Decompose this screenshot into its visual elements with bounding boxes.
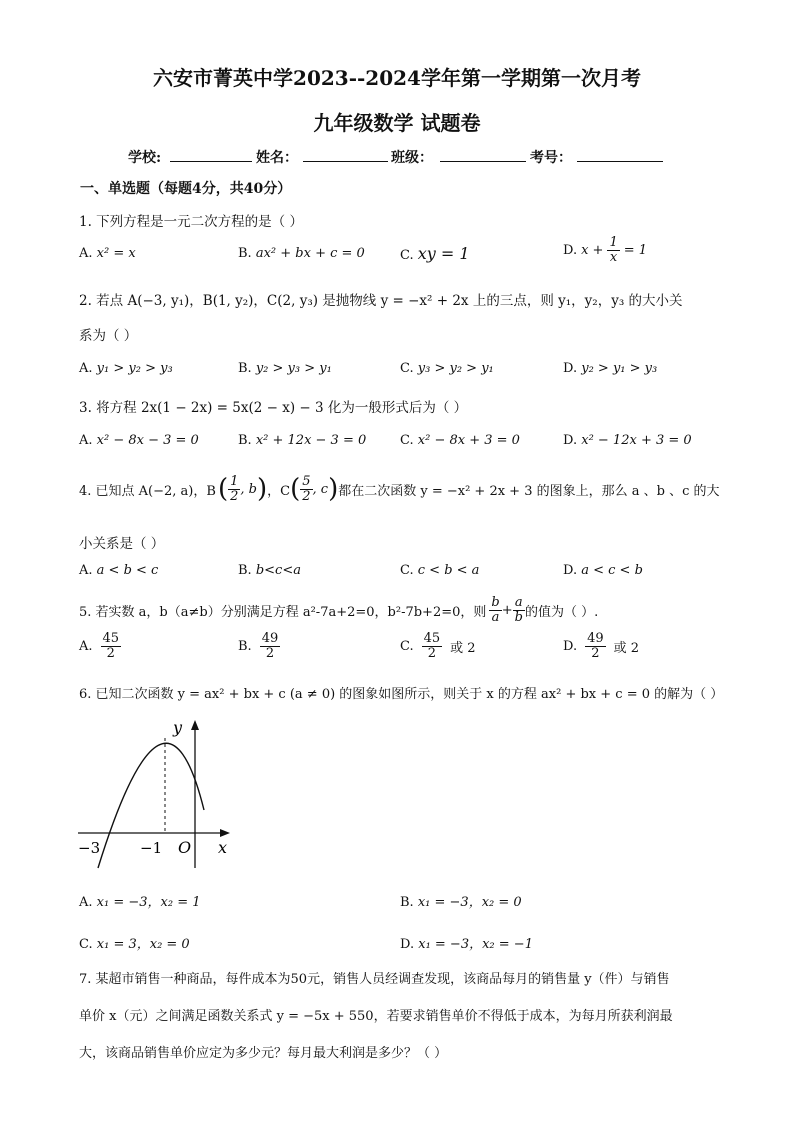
school-label: 学校: xyxy=(128,150,162,166)
exam-subtitle: 九年级数学 试题卷 xyxy=(313,111,481,135)
q3-stem: 3. 将方程 2x(1 − 2x) = 5x(2 − x) − 3 化为一般形式后为（ ） xyxy=(79,400,468,416)
tick-label-neg3: −3 xyxy=(78,839,101,857)
q3-option-a[interactable]: A. x² − 8x − 3 = 0 xyxy=(79,433,199,448)
q7-stem-line2: 单价 x（元）之间满足函数关系式 y = −5x + 550，若要求销售单价不得低于成本，为每月所获利润最 xyxy=(79,1009,673,1024)
name-blank[interactable] xyxy=(303,161,388,162)
q3-option-d[interactable]: D. x² − 12x + 3 = 0 xyxy=(563,433,692,448)
q4-option-c[interactable]: C. c < b < a xyxy=(400,563,480,578)
q6-option-d[interactable]: D. x₁ = −3，x₂ = −1 xyxy=(400,937,533,952)
class-blank[interactable] xyxy=(440,161,526,162)
section-heading: 一、单选题（每题4分，共40分） xyxy=(80,181,292,197)
origin-label: O xyxy=(178,838,192,857)
exam-title: 六安市菁英中学2023--2024学年第一学期第一次月考 xyxy=(153,66,641,90)
q5-option-a[interactable]: A. $\frac{45}{2}$ xyxy=(79,631,120,661)
q6-option-c[interactable]: C. x₁ = 3，x₂ = 0 xyxy=(79,937,190,952)
q1-option-c[interactable]: C. xy = 1 xyxy=(400,244,470,263)
q5-option-c[interactable]: C. $\frac{45}{2}$ 或 2 xyxy=(400,631,476,661)
q4-option-a[interactable]: A. a < b < c xyxy=(79,563,159,578)
q4-option-b[interactable]: B. b<c<a xyxy=(238,563,301,578)
exam-no-label: 考号： xyxy=(530,150,572,166)
name-label: 姓名： xyxy=(256,150,298,166)
school-blank[interactable] xyxy=(170,161,252,162)
q2-option-c[interactable]: C. y₃ > y₂ > y₁ xyxy=(400,361,494,376)
q1-option-a[interactable]: A. x² = x xyxy=(79,246,136,261)
q2-option-a[interactable]: A. y₁ > y₂ > y₃ xyxy=(79,361,173,376)
exam-no-blank[interactable] xyxy=(577,161,663,162)
q6-stem: 6. 已知二次函数 y = ax² + bx + c (a ≠ 0) 的图象如图所示，则关于 x 的方程 ax² + bx + c = 0 的解为（ ） xyxy=(79,687,724,702)
q7-stem-line3: 大，该商品销售单价应定为多少元？每月最大利润是多少？（ ） xyxy=(79,1046,448,1061)
q4-option-d[interactable]: D. a < c < b xyxy=(563,563,643,578)
q3-option-c[interactable]: C. x² − 8x + 3 = 0 xyxy=(400,433,520,448)
q1-stem: 1. 下列方程是一元二次方程的是（ ） xyxy=(79,214,303,230)
tick-label-neg1: −1 xyxy=(140,839,163,857)
q6-parabola-graph xyxy=(72,712,242,872)
q2-option-d[interactable]: D. y₂ > y₁ > y₃ xyxy=(563,361,658,376)
q6-option-b[interactable]: B. x₁ = −3，x₂ = 0 xyxy=(400,895,522,910)
x-axis-label: x xyxy=(218,838,228,857)
q5-option-b[interactable]: B. $\frac{49}{2}$ xyxy=(238,631,279,661)
y-axis-arrow xyxy=(191,720,199,730)
q2-stem-line2: 系为（ ） xyxy=(79,328,138,344)
q3-option-b[interactable]: B. x² + 12x − 3 = 0 xyxy=(238,433,367,448)
q2-option-b[interactable]: B. y₂ > y₃ > y₁ xyxy=(238,361,332,376)
q1-option-d[interactable]: D. x + $\frac{1}{x}$ = 1 xyxy=(563,235,648,265)
q6-option-a[interactable]: A. x₁ = −3，x₂ = 1 xyxy=(79,895,201,910)
y-axis-label: y xyxy=(173,718,183,737)
q5-stem: 5. 若实数 a，b（a≠b）分别满足方程 a²-7a+2=0，b²-7b+2=0，则 $\frac{b}{a}$ + $\frac{a}{b}$ 的值为（ ）. xyxy=(79,595,599,625)
q5-option-d[interactable]: D. $\frac{49}{2}$ 或 2 xyxy=(563,631,640,661)
q1-option-b[interactable]: B. ax² + bx + c = 0 xyxy=(238,246,365,261)
q4-stem-line1: 4. 已知点 A(−2, a)，B ( $\frac{1}{2}$ , b ) ，C ( $\frac{5}{2}$ , c ) 都在二次函数 y = −x² + 2x + 3 的图象上，那么 a 、b 、c 的大 xyxy=(79,473,720,504)
class-label: 班级： xyxy=(391,150,433,166)
q7-stem-line1: 7. 某超市销售一种商品，每件成本为50元，销售人员经调查发现，该商品每月的销售量 y（件）与销售 xyxy=(79,972,670,987)
q2-stem-line1: 2. 若点 A(−3, y₁)，B(1, y₂)，C(2, y₃) 是抛物线 y = −x² + 2x 上的三点，则 y₁，y₂，y₃ 的大小关 xyxy=(79,293,683,309)
x-axis-arrow xyxy=(220,829,230,837)
q4-stem-line2: 小关系是（ ） xyxy=(79,536,165,552)
